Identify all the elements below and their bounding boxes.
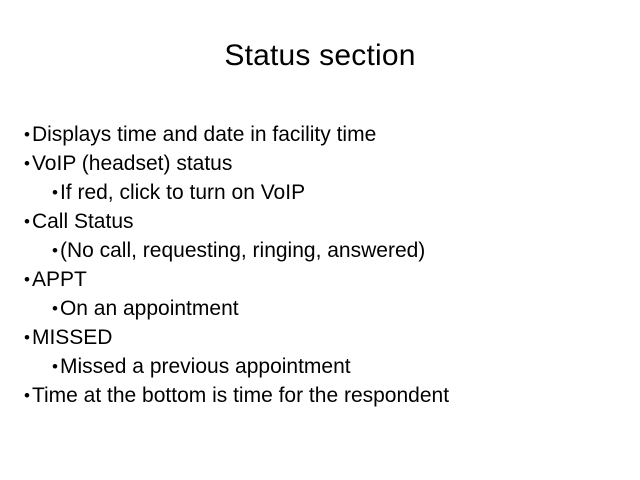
bullet-icon: •	[52, 183, 58, 202]
list-item-label: MISSED	[31, 326, 113, 349]
list-item	[24, 294, 624, 323]
list-item	[24, 178, 624, 207]
list-item	[24, 265, 624, 294]
list-item	[24, 236, 624, 265]
list-item-label: VoIP (headset) status	[31, 152, 233, 175]
list-item-label: Call Status	[31, 210, 134, 233]
bullet-icon: •	[52, 241, 58, 260]
bullet-list	[24, 120, 624, 410]
list-item-label: If red, click to turn on VoIP	[59, 181, 306, 204]
list-item-label: Displays time and date in facility time	[31, 123, 377, 146]
bullet-icon: •	[24, 386, 30, 405]
list-item-label: (No call, requesting, ringing, answered)	[59, 239, 426, 262]
list-item	[24, 381, 624, 410]
bullet-icon: •	[24, 154, 30, 173]
list-item-label: APPT	[31, 268, 87, 291]
bullet-icon: •	[52, 357, 58, 376]
bullet-icon: •	[52, 299, 58, 318]
bullet-icon: •	[24, 328, 30, 347]
list-item	[24, 352, 624, 381]
list-item	[24, 149, 624, 178]
list-item	[24, 323, 624, 352]
list-item-label: Missed a previous appointment	[59, 355, 351, 378]
list-item	[24, 120, 624, 149]
page-title: Status section	[224, 39, 416, 72]
list-item-label: On an appointment	[59, 297, 239, 320]
list-item	[24, 207, 624, 236]
bullet-icon: •	[24, 270, 30, 289]
list-item-label: Time at the bottom is time for the respondent	[31, 384, 450, 407]
bullet-icon: •	[24, 212, 30, 231]
bullet-icon: •	[24, 125, 30, 144]
